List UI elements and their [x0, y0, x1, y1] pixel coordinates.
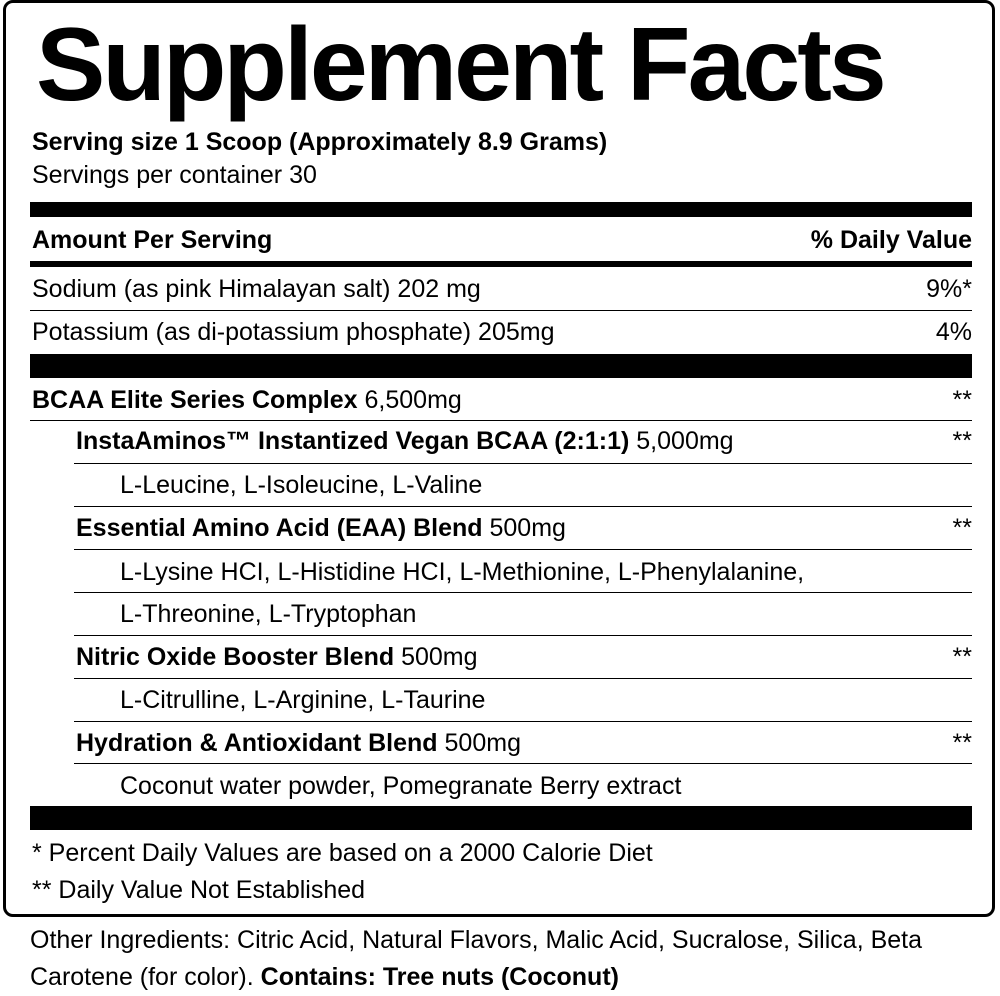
footnote: * Percent Daily Values are based on a 2000 Calorie Diet	[32, 839, 653, 867]
thick-divider	[30, 354, 972, 378]
complex-daily-value: **	[952, 386, 972, 414]
daily-value-header: % Daily Value	[810, 226, 972, 254]
ingredient-list: L-Citrulline, L-Arginine, L-Taurine	[120, 686, 486, 714]
blend-name: Hydration & Antioxidant Blend	[76, 729, 438, 757]
other-ingredients-text: Other Ingredients: Citric Acid, Natural Flavors, Malic Acid, Sucralose, Silica, Beta Carotene (for color).	[30, 926, 923, 991]
blend-amount: 5,000mg	[636, 427, 734, 455]
nutrient-daily-value: 4%	[935, 318, 972, 346]
row-divider	[30, 310, 972, 311]
blend-name: Essential Amino Acid (EAA) Blend	[76, 514, 483, 542]
complex-name: BCAA Elite Series Complex	[32, 386, 358, 414]
row-divider	[74, 463, 972, 464]
ingredient-list: L-Leucine, L-Isoleucine, L-Valine	[120, 471, 483, 499]
blend-name: InstaAminos™ Instantized Vegan BCAA (2:1:1)	[76, 427, 630, 455]
row-divider	[74, 721, 972, 722]
ingredient-list: L-Threonine, L-Tryptophan	[120, 600, 417, 628]
row-divider	[74, 635, 972, 636]
row-divider	[74, 763, 972, 764]
servings-per-container: Servings per container 30	[32, 161, 317, 189]
blend-amount: 500mg	[489, 514, 566, 542]
other-ingredients	[30, 922, 980, 996]
allergen-statement: Contains: Tree nuts (Coconut)	[260, 963, 619, 991]
ingredient-list: L-Lysine HCI, L-Histidine HCI, L-Methionine, L-Phenylalanine,	[120, 558, 805, 586]
row-divider	[74, 592, 972, 593]
serving-size: Serving size 1 Scoop (Approximately 8.9 Grams)	[32, 128, 608, 156]
blend-daily-value: **	[952, 729, 972, 757]
blend-row	[76, 727, 521, 759]
blend-daily-value: **	[952, 514, 972, 542]
complex-row	[32, 384, 462, 416]
amount-per-serving-header: Amount Per Serving	[32, 226, 273, 254]
row-divider	[74, 678, 972, 679]
nutrient-daily-value: 9%*	[926, 275, 972, 303]
medium-divider	[30, 261, 972, 267]
thick-divider	[30, 806, 972, 830]
nutrient-name: Potassium (as di-potassium phosphate) 205mg	[32, 318, 555, 346]
row-divider	[30, 420, 972, 421]
blend-daily-value: **	[952, 427, 972, 455]
row-divider	[74, 549, 972, 550]
blend-daily-value: **	[952, 643, 972, 671]
row-divider	[74, 506, 972, 507]
footnote: ** Daily Value Not Established	[32, 876, 366, 904]
blend-amount: 500mg	[401, 643, 478, 671]
blend-amount: 500mg	[444, 729, 521, 757]
nutrient-name: Sodium (as pink Himalayan salt) 202 mg	[32, 275, 481, 303]
ingredient-list: Coconut water powder, Pomegranate Berry extract	[120, 772, 682, 800]
blend-row	[76, 512, 566, 544]
blend-row	[76, 641, 478, 673]
blend-row	[76, 425, 734, 457]
complex-amount: 6,500mg	[364, 386, 462, 414]
blend-name: Nitric Oxide Booster Blend	[76, 643, 395, 671]
thick-divider	[30, 202, 972, 217]
panel-title: Supplement Facts	[36, 7, 884, 123]
